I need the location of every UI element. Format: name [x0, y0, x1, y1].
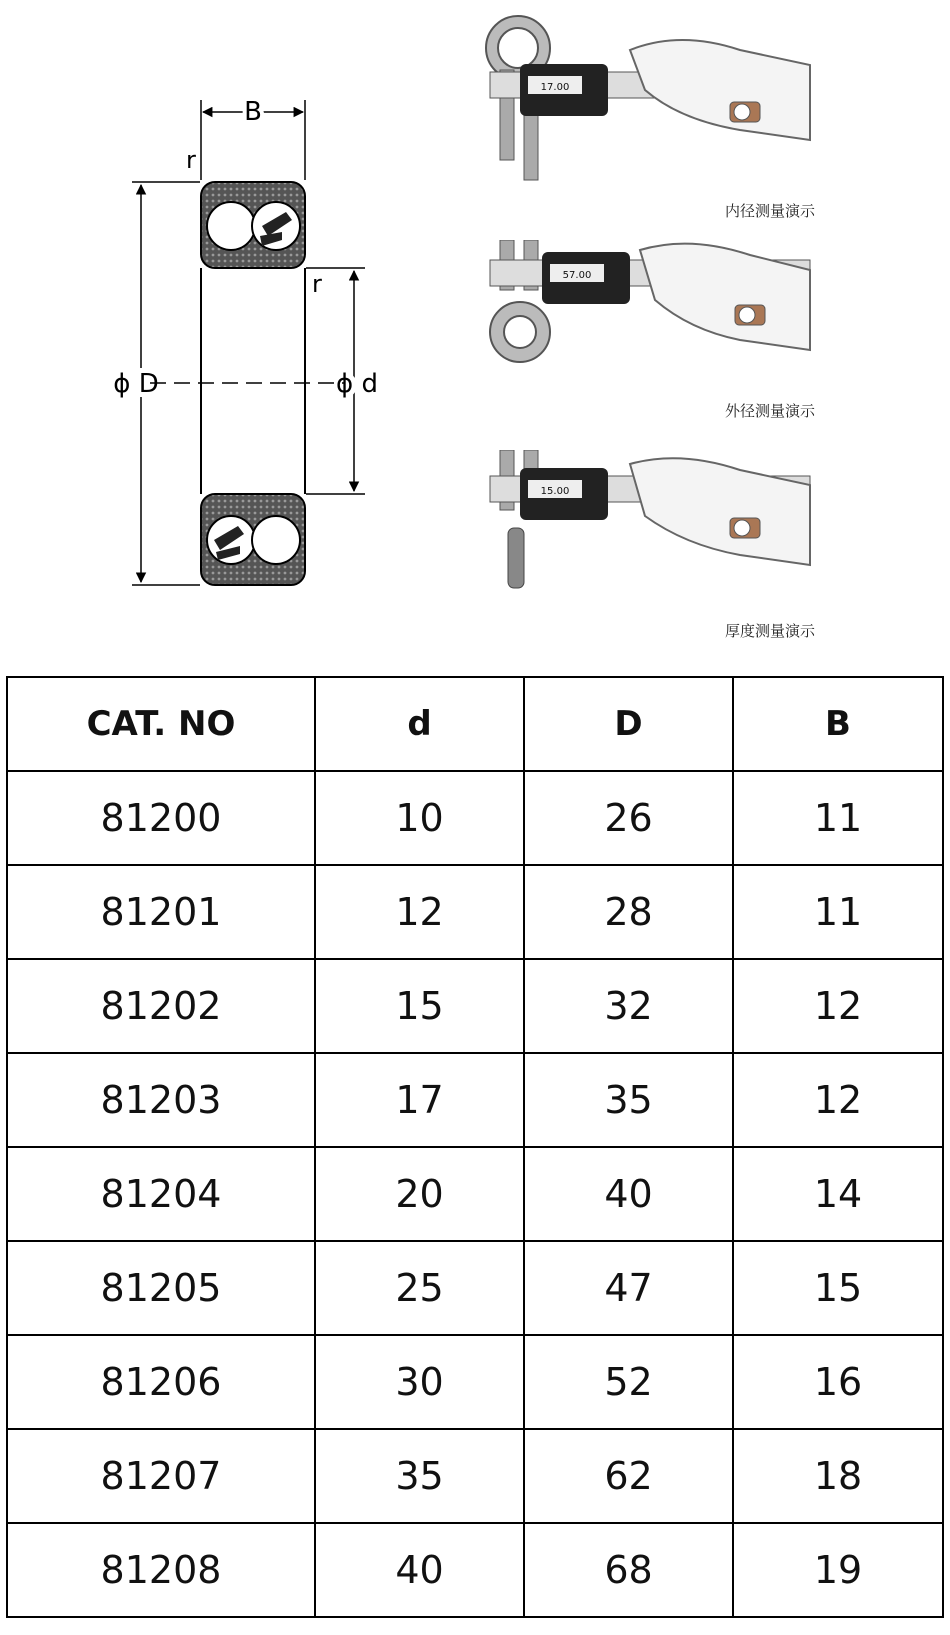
- cell-cat-no: 81200: [7, 771, 315, 865]
- bearing-bottom-section: [201, 494, 305, 585]
- cell-D: 32: [524, 959, 733, 1053]
- table-row: [7, 771, 943, 865]
- cell-d: 17: [315, 1053, 524, 1147]
- table-row: [7, 959, 943, 1053]
- cell-B: 12: [733, 1053, 943, 1147]
- cell-B: 12: [733, 959, 943, 1053]
- thickness-demo: [480, 450, 950, 650]
- cell-d: 10: [315, 771, 524, 865]
- caliper-readout: 15.00: [540, 486, 570, 497]
- table-row: [7, 1147, 943, 1241]
- table-row: [7, 1053, 943, 1147]
- cell-D: 52: [524, 1335, 733, 1429]
- table-header-row: [7, 677, 943, 771]
- cell-B: 19: [733, 1523, 943, 1617]
- demo-caption: 外径测量演示: [724, 402, 815, 420]
- inner-diameter-demo: [480, 10, 950, 220]
- header-B: B: [733, 677, 943, 771]
- cell-cat-no: 81201: [7, 865, 315, 959]
- cell-D: 35: [524, 1053, 733, 1147]
- cell-B: 11: [733, 865, 943, 959]
- table-row: [7, 1429, 943, 1523]
- dimension-label-r-mid: r: [312, 270, 322, 298]
- demo-caption: 厚度测量演示: [724, 622, 815, 640]
- table-row: [7, 1523, 943, 1617]
- cell-d: 35: [315, 1429, 524, 1523]
- cell-D: 26: [524, 771, 733, 865]
- cell-D: 28: [524, 865, 733, 959]
- cell-B: 16: [733, 1335, 943, 1429]
- cell-D: 40: [524, 1147, 733, 1241]
- cell-D: 62: [524, 1429, 733, 1523]
- cell-B: 11: [733, 771, 943, 865]
- cell-d: 30: [315, 1335, 524, 1429]
- caliper-illustration: [480, 10, 820, 190]
- table-row: [7, 1241, 943, 1335]
- header-cat-no: CAT. NO: [7, 677, 315, 771]
- caliper-illustration: [480, 450, 820, 610]
- caliper-illustration: [480, 240, 820, 390]
- table-row: [7, 865, 943, 959]
- dimension-label-B: B: [244, 97, 262, 127]
- bearing-top-section: [201, 182, 305, 268]
- cell-cat-no: 81206: [7, 1335, 315, 1429]
- header-d: d: [315, 677, 524, 771]
- dimension-label-r-top: r: [186, 146, 196, 174]
- dimension-label-D: ϕ D: [113, 369, 159, 399]
- cell-cat-no: 81205: [7, 1241, 315, 1335]
- caliper-readout: 17.00: [540, 82, 570, 93]
- bearing-cross-section-diagram: [0, 0, 470, 660]
- cell-d: 40: [315, 1523, 524, 1617]
- outer-diameter-demo: [480, 240, 950, 440]
- cell-d: 12: [315, 865, 524, 959]
- table-row: [7, 1335, 943, 1429]
- cell-d: 25: [315, 1241, 524, 1335]
- header-D: D: [524, 677, 733, 771]
- caliper-readout: 57.00: [562, 270, 592, 281]
- cell-cat-no: 81207: [7, 1429, 315, 1523]
- demo-caption: 内径测量演示: [724, 202, 815, 220]
- cell-D: 47: [524, 1241, 733, 1335]
- cell-D: 68: [524, 1523, 733, 1617]
- cell-cat-no: 81208: [7, 1523, 315, 1617]
- cell-B: 14: [733, 1147, 943, 1241]
- cell-B: 15: [733, 1241, 943, 1335]
- bearing-spec-table: [6, 676, 944, 1618]
- cell-d: 15: [315, 959, 524, 1053]
- cell-cat-no: 81204: [7, 1147, 315, 1241]
- cell-B: 18: [733, 1429, 943, 1523]
- cell-cat-no: 81202: [7, 959, 315, 1053]
- cell-cat-no: 81203: [7, 1053, 315, 1147]
- dimension-label-d: ϕ d: [336, 369, 378, 399]
- cell-d: 20: [315, 1147, 524, 1241]
